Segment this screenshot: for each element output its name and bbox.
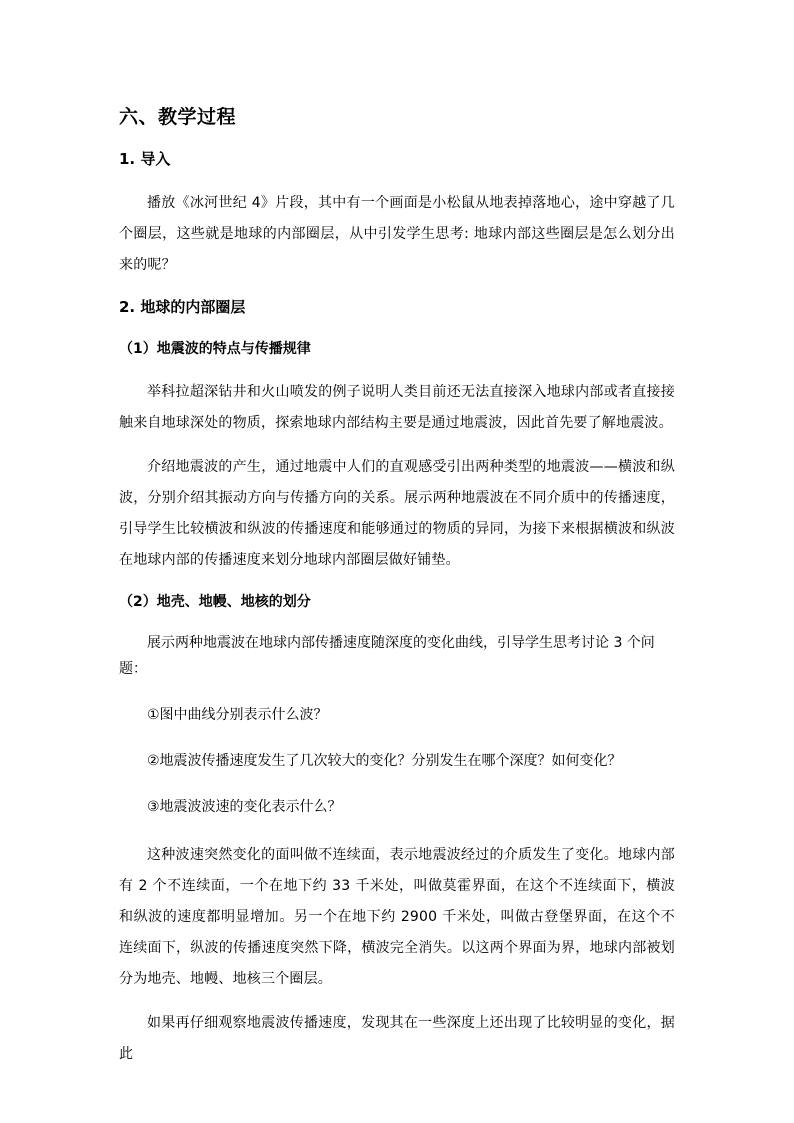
question-item: ②地震波传播速度发生了几次较大的变化？分别发生在哪个深度？如何变化？ xyxy=(147,753,622,769)
heading-earth-internal-layers: 2. 地球的内部圈层 xyxy=(119,298,246,316)
heading-crust-mantle-core: （2）地壳、地幔、地核的划分 xyxy=(119,594,311,610)
paragraph-introduction: 播放《冰河世纪 4》片段，其中有一个画面是小松鼠从地表掉落地心，途中穿越了几个圈层，这些就是地球的内部圈层，从中引发学生思考: 地球内部这些圈层是怎么划分出来的呢？ xyxy=(119,195,675,273)
paragraph-discontinuity: 这种波速突然变化的面叫做不连续面，表示地震波经过的介质发生了变化。地球内部有 2 个不连续面，一个在地下约 33 千米处，叫做莫霍界面，在这个不连续面下，横波和纵波的速度都明显增加。另一个在地下约 2900 千米处，叫做古登堡界面，在这个不连续面下，纵波的传播速度突然下降，横波完全消失。以这两个界面为界，地球内部被划分为地壳、地幔、地核三个圈层。 xyxy=(119,847,675,987)
paragraph-seismic-wave-types: 介绍地震波的产生，通过地震中人们的直观感受引出两种类型的地震波——横波和纵波，分别介绍其振动方向与传播方向的关系。展示两种地震波在不同介质中的传播速度，引导学生比较横波和纵波的传播速度和能够通过的物质的异同，为接下来根据横波和纵波在地球内部的传播速度来划分地球内部圈层做好铺垫。 xyxy=(119,459,675,568)
question-item: ①图中曲线分别表示什么波？ xyxy=(147,707,328,723)
document-body xyxy=(119,100,675,1083)
heading-seismic-wave-features: （1）地震波的特点与传播规律 xyxy=(119,341,311,357)
section-title: 六、教学过程 xyxy=(119,106,237,128)
heading-introduction: 1. 导入 xyxy=(119,150,171,168)
paragraph-discussion-intro: 展示两种地震波在地球内部传播速度随深度的变化曲线，引导学生思考讨论 3 个问题： xyxy=(119,635,655,677)
paragraph-further-observation: 如果再仔细观察地震波传播速度，发现其在一些深度上还出现了比较明显的变化，据此 xyxy=(119,1015,675,1062)
question-item: ③地震波波速的变化表示什么？ xyxy=(147,799,342,815)
paragraph-seismic-exploration: 举科拉超深钻井和火山喷发的例子说明人类目前还无法直接深入地球内部或者直接接触来自地球深处的物质，探索地球内部结构主要是通过地震波，因此首先要了解地震波。 xyxy=(119,384,675,431)
